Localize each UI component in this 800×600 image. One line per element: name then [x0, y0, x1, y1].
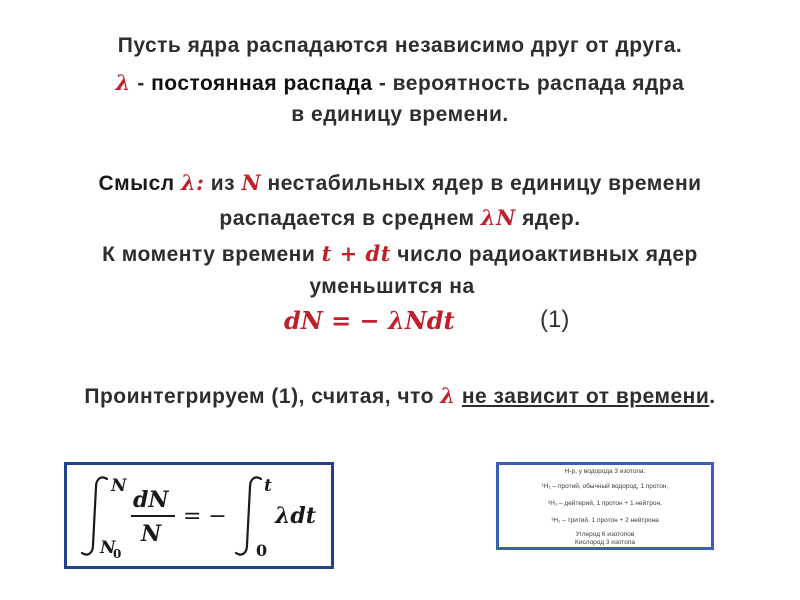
decay-definition: - вероятность распада ядра [372, 72, 685, 95]
left-lower-limit-sub: 0 [113, 547, 122, 561]
note-line-4: ³H₁ – тритий, 1 протон + 2 нейтрона [551, 517, 659, 524]
dash-1: - [130, 72, 152, 95]
integral-equation [67, 465, 331, 566]
text-line-5 [0, 205, 800, 231]
note-line-1: Н-р, у водорода 3 изотопа: [564, 468, 646, 475]
n-symbol: N [241, 170, 262, 195]
decays-on-average-text: распадается в среднем [219, 207, 475, 230]
note-line-3: ²H₁ – дейтерий, 1 протон + 1 нейтрон, [548, 500, 662, 507]
decay-constant-term: постоянная распада [151, 72, 373, 95]
by-moment-text: К моменту времени [102, 243, 316, 266]
integral-equation-box [64, 462, 334, 569]
radioactive-count-text: число радиоактивных ядер [397, 243, 698, 266]
lambda-symbol-2: λ [440, 383, 456, 408]
text-line-8 [0, 383, 800, 409]
decreases-by-text: уменьшится на [309, 275, 475, 298]
right-lower-limit: 0 [256, 541, 268, 560]
equation-number: (1) [540, 306, 570, 333]
unstable-nuclei-text: нестабильных ядер в единицу времени [267, 172, 702, 195]
text-line-7 [0, 275, 792, 299]
text-line-1 [0, 34, 800, 58]
decay-equation [0, 304, 800, 344]
equation-dn: dN = − λNdt [284, 306, 455, 335]
lambda-symbol: λ [115, 70, 131, 95]
text-line-2 [0, 70, 800, 96]
equals-minus: = − [183, 504, 227, 529]
period: . [709, 385, 716, 408]
lambda-n-symbol: λN [480, 205, 516, 230]
word-iz: из [210, 172, 236, 195]
note-line-6: Кислород 3 изотопа [575, 539, 635, 546]
left-upper-limit: N [111, 476, 127, 496]
fraction-denominator: N [141, 521, 162, 547]
text-line-6 [0, 241, 800, 267]
left-lower-limit: N [100, 538, 116, 558]
lambda-colon: λ: [180, 170, 205, 195]
note-line-5: Углерод 6 изотопов [575, 531, 635, 538]
time-independent-text: не зависит от времени [461, 385, 710, 408]
isotopes-note-box [496, 462, 714, 550]
nuclei-word: ядер. [522, 207, 581, 230]
intro-sentence: Пусть ядра распадаются независимо друг от друга. [117, 34, 683, 57]
t-plus-dt: t + dt [321, 241, 391, 266]
per-unit-time: в единицу времени. [291, 103, 509, 126]
fraction-numerator: dN [133, 487, 169, 513]
text-line-3 [0, 103, 800, 127]
integrate-text: Проинтегрируем (1), считая, что [84, 385, 434, 408]
meaning-label: Смысл [98, 172, 175, 195]
note-line-2: ¹H₁ – протий, обычный водород, 1 протон, [541, 483, 669, 490]
right-upper-limit: t [264, 476, 272, 496]
text-line-4 [0, 170, 800, 196]
integrand: λdt [275, 503, 316, 529]
